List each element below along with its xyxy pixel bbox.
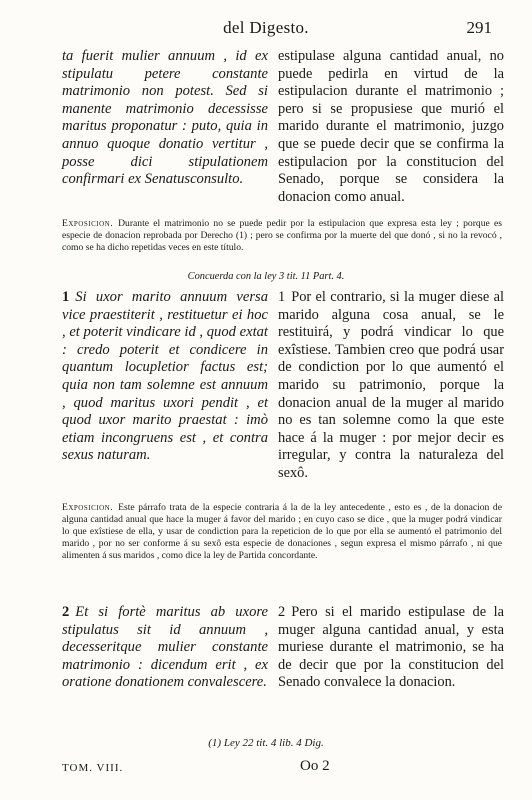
paragraph-number: 1 [278, 289, 286, 305]
spanish-column-1 [278, 289, 504, 483]
paragraph-number: 1 [62, 289, 70, 305]
running-header: del Digesto. [223, 18, 309, 37]
spanish-text-2: Pero si el marido estipulase de la muger alguna cantidad anual, y esta muriese durante el matrimonio, se ha de decir que por la constitucion del Senado convalece la donacion. [278, 604, 504, 691]
latin-text-1: Si uxor marito annuum versa vice praestiterit , restituetur ei hoc , et poterit vindicare id , quod extat : credo poterit et condicere in quantum locupletior factus est; quia non tam solemne est annuum , quod maritus uxori pendit , et quod uxor marito praestat : imò etiam incongruens est , et contra sexus naturam. [62, 289, 268, 464]
spanish-paragraph-1 [278, 289, 504, 483]
latin-paragraph-0: ta fuerit mulier annuum , id ex stipulatu petere constante matrimonio non potest. Sed si manente matrimonio decessisse maritus proponatur : puto, quia in annuo quoque donatio vertitur , posse dici stipulationem confirmari ex Senatusconsulto. [62, 48, 268, 188]
spanish-paragraph-0: estipulase alguna cantidad anual, no puede pedirla en virtud de la estipulacion durante el matrimonio ; pero si se propusiese que murió el marido durante el matrimonio, juzgo que se puede decir que se confirma la estipulacion por la constitucion del Senado, porque se considera la donacion como anual. [278, 48, 504, 205]
exposicion-1 [62, 218, 502, 254]
latin-text-2: Et si fortè maritus ab uxore stipulatus sit id annuum , decesseritque mulier constante matrimonio : dicendum erit , ex oratione donationem convalescere. [62, 604, 268, 691]
volume-label: TOM. VIII. [62, 762, 124, 774]
page-number: 291 [466, 18, 492, 37]
exposicion-label: Exposicion. [62, 218, 114, 229]
signature-mark: Oo 2 [300, 758, 330, 774]
spanish-column-2 [278, 604, 504, 692]
latin-paragraph-2 [62, 604, 268, 692]
exposicion-text: Durante el matrimonio no se puede pedir por la estipulacion que expresa esta ley ; porque es especie de donacion reprobada por Derecho (1) ; pero se confirma por la muerte del que donó , si no la revocó , como se ha dicho repetidas veces en este título. [62, 218, 502, 253]
paragraph-number: 2 [62, 604, 70, 620]
latin-column-0 [62, 48, 268, 189]
footnote: (1) Ley 22 tit. 4 lib. 4 Dig. [208, 737, 324, 749]
exposicion-text: Este párrafo trata de la especie contraria á la de la ley antecedente , esto es , de la donacion de alguna cantidad anual que hace la muger á favor del marido ; en cuyo caso se dice , que la muger podrá vindicar lo que exîstiese de ella, y usar de condiction para la repeticion de lo que por ella se aumentó el patrimonio del marido , por no ser conforme á su sexô esta especie de donaciones , segun expresa el mismo párrafo , ni que alimenten á sus maridos , como dice la ley de Partida concordante. [62, 502, 502, 561]
exposicion-label: Exposicion. [62, 502, 114, 513]
spanish-column-0 [278, 48, 504, 206]
spanish-paragraph-2 [278, 604, 504, 692]
spanish-text-1: Por el contrario, si la muger diese al marido alguna cosa anual, se le restituirá, y podrá vindicar lo que exîstiese. Tambien creo que podrá usar de condiction por lo que aumentó el marido su patrimonio, porque la donacion anual de la muger al marido no es tan solemne como la que este hace á la muger : por mejor decir es irregular, y contra la naturaleza del sexô. [278, 289, 504, 481]
latin-column-1 [62, 289, 268, 465]
latin-column-2 [62, 604, 268, 692]
paragraph-number: 2 [278, 604, 286, 620]
concordance-note: Concuerda con la ley 3 tit. 11 Part. 4. [187, 271, 345, 282]
latin-paragraph-1 [62, 289, 268, 465]
exposicion-2 [62, 502, 502, 562]
